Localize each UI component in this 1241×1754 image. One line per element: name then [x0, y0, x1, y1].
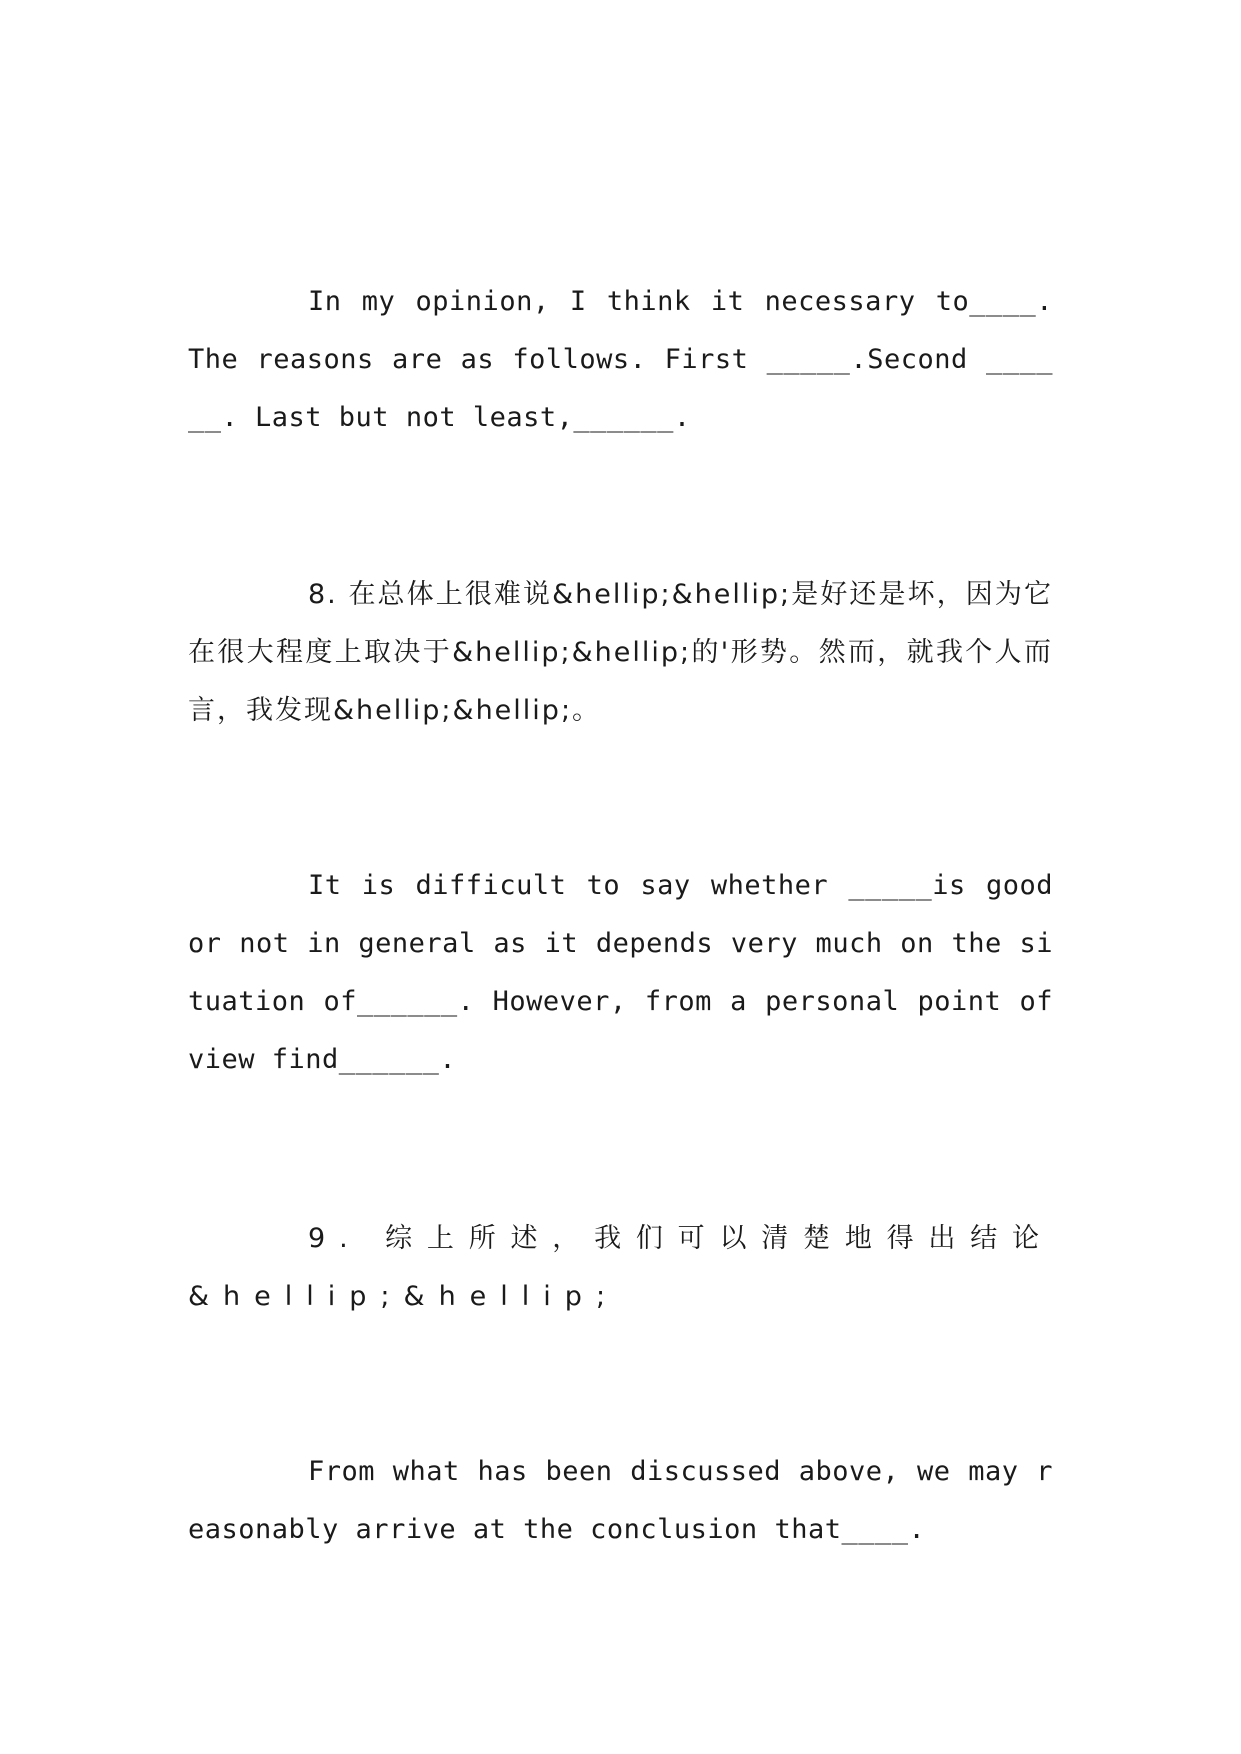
- paragraph-item-9-english: From what has been discussed above, we may reasonably arrive at the conclusion that____.: [188, 1456, 1053, 1545]
- paragraph-opinion-template: In my opinion, I think it necessary to____. The reasons are as follows. First _____.Second ______. Last but not least,______.: [188, 286, 1053, 433]
- paragraph-item-8-chinese: 8. 在总体上很难说&hellip;&hellip;是好还是坏，因为它在很大程度上取决于&hellip;&hellip;的'形势。然而，就我个人而言，我发现&hellip;&hellip;。: [188, 579, 1053, 726]
- paragraph-item-8-english: It is difficult to say whether _____is good or not in general as it depends very much on the situation of______. However, from a personal point of view find______.: [188, 870, 1053, 1075]
- paragraph-item-9-chinese: 9. 综上所述，我们可以清楚地得出结论&hellip;&hellip;: [188, 1223, 1053, 1312]
